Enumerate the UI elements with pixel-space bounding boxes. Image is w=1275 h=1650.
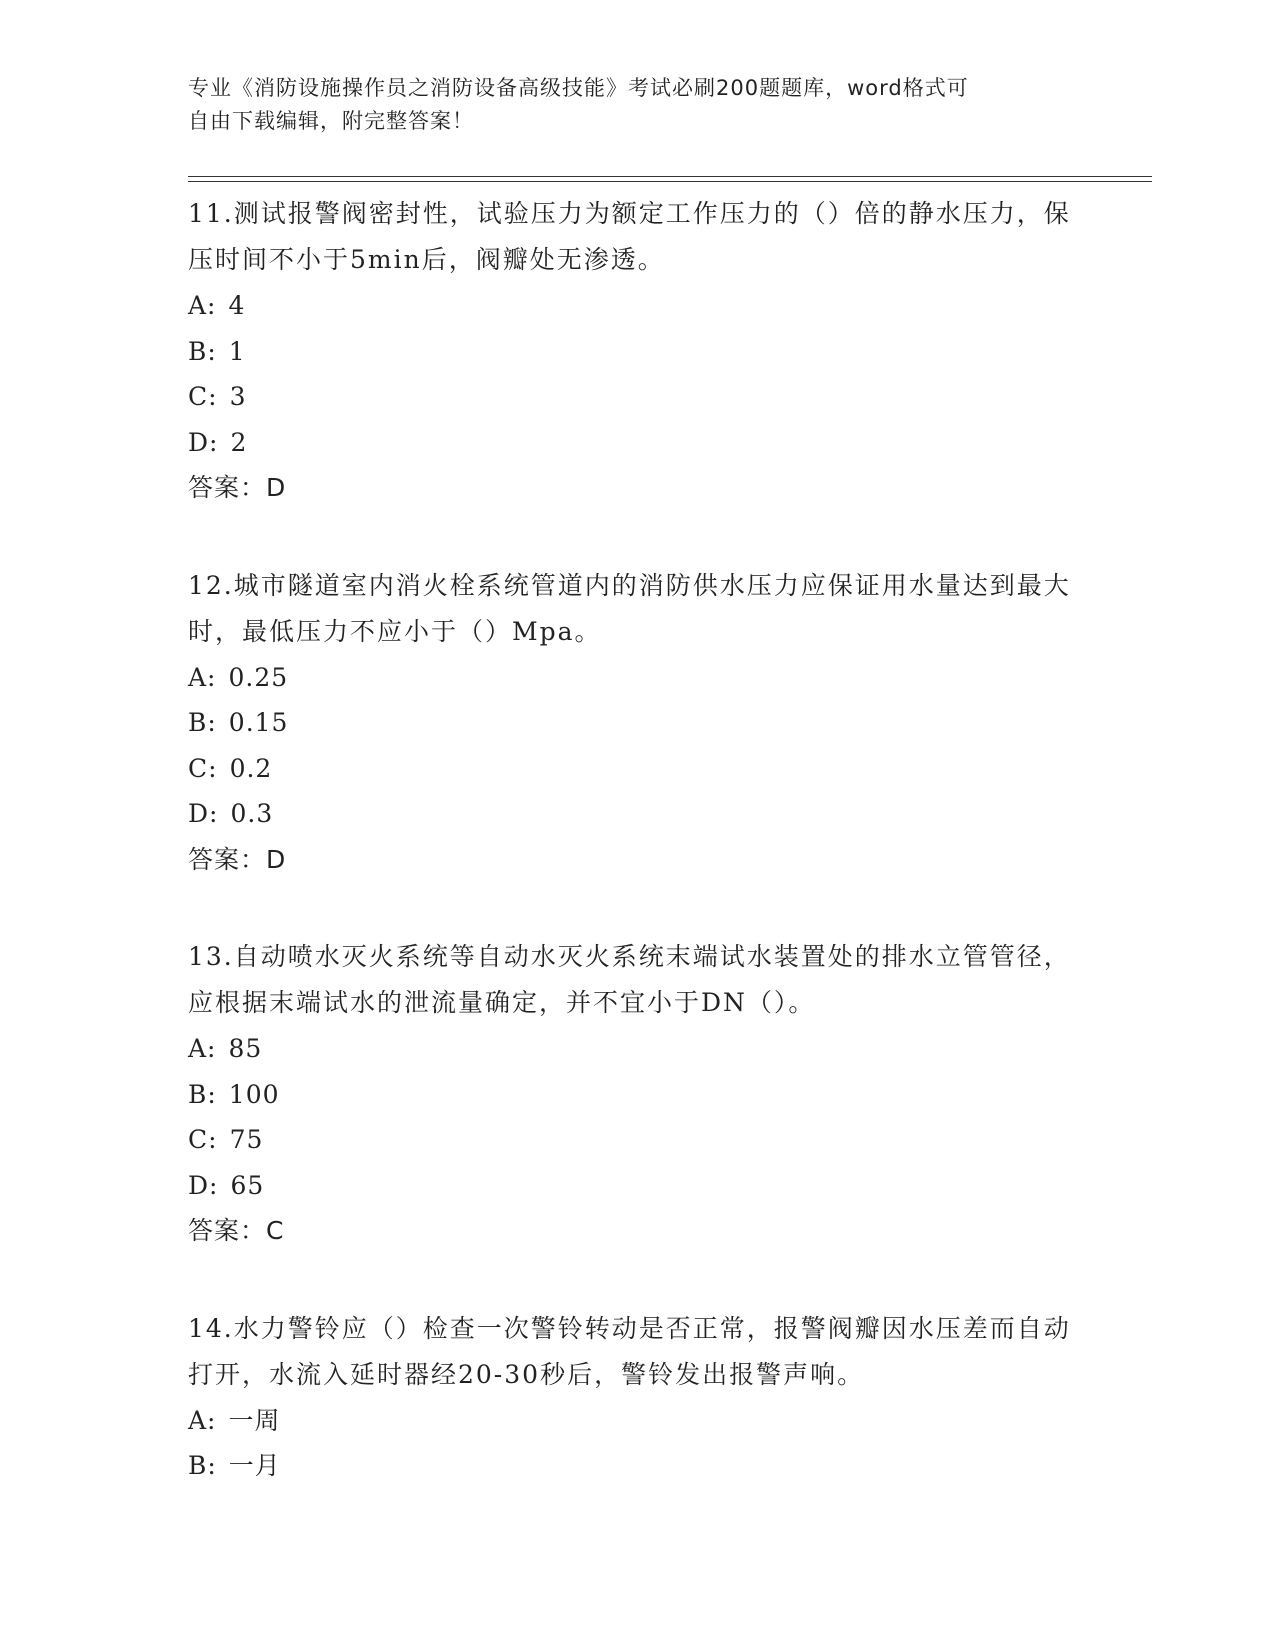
option-label: C:: [188, 1125, 218, 1154]
option-c: [188, 746, 1088, 792]
option-value: 75: [229, 1125, 264, 1154]
answer-text: 答案：D: [188, 844, 287, 874]
option-label: C:: [188, 753, 218, 783]
header-line-1: 专业《消防设施操作员之消防设备高级技能》考试必刷200题题库，word格式可: [188, 76, 969, 100]
option-label: A:: [188, 291, 217, 320]
answer-text: 答案：C: [188, 1216, 285, 1245]
option-b: [188, 329, 1088, 375]
option-value: 3: [229, 382, 247, 411]
option-value: 1: [228, 336, 246, 366]
option-label: B:: [188, 1079, 217, 1109]
question-13: [188, 934, 1088, 1254]
option-label: C:: [188, 382, 218, 411]
option-value: 0.15: [228, 708, 289, 737]
option-c: [188, 1117, 1088, 1163]
option-value: 100: [228, 1079, 280, 1109]
option-a: [188, 1026, 1088, 1072]
question-text: 12.城市隧道室内消火栓系统管道内的消防供水压力应保证用水量达到最大时，最低压力不应小于（）Mpa。: [188, 570, 1071, 646]
document-header: [188, 72, 1088, 138]
option-value: 4: [228, 291, 246, 320]
option-b: [188, 1072, 1088, 1118]
option-label: B:: [188, 1451, 217, 1480]
option-a: [188, 283, 1088, 329]
option-c: [188, 374, 1088, 420]
option-value: 65: [230, 1170, 265, 1200]
option-value: 0.3: [230, 799, 274, 828]
option-value: 85: [228, 1034, 263, 1063]
option-value: 0.25: [228, 662, 289, 692]
option-d: [188, 420, 1088, 466]
option-label: B:: [188, 708, 217, 737]
header-line-2: 自由下载编辑，附完整答案！: [188, 109, 474, 133]
option-d: [188, 791, 1088, 837]
option-a: [188, 1398, 1088, 1444]
option-value: 2: [230, 427, 248, 457]
option-label: A:: [188, 1405, 217, 1435]
option-label: A:: [188, 1034, 217, 1063]
header-divider-bottom: [188, 181, 1152, 182]
question-text: 14.水力警铃应（）检查一次警铃转动是否正常，报警阀瓣因水压差而自动打开，水流入延时器经20-30秒后，警铃发出报警声响。: [188, 1313, 1071, 1389]
question-text: 11.测试报警阀密封性，试验压力为额定工作压力的（）倍的静水压力，保压时间不小于5min后，阀瓣处无渗透。: [188, 199, 1071, 274]
option-b: [188, 700, 1088, 746]
option-value: 一月: [228, 1451, 281, 1480]
option-label: D:: [188, 1170, 219, 1200]
option-d: [188, 1163, 1088, 1209]
option-label: D:: [188, 427, 219, 457]
option-b: [188, 1443, 1088, 1489]
option-a: [188, 655, 1088, 701]
question-12: [188, 563, 1088, 883]
option-value: 一周: [228, 1405, 281, 1435]
question-14: [188, 1306, 1088, 1489]
answer-text: 答案：D: [188, 473, 287, 502]
option-label: D:: [188, 799, 219, 828]
question-list: [188, 191, 1088, 1541]
question-11: [188, 191, 1088, 511]
option-label: B:: [188, 336, 217, 366]
option-value: 0.2: [229, 753, 273, 783]
question-text: 13.自动喷水灭火系统等自动水灭火系统末端试水装置处的排水立管管径，应根据末端试水的泄流量确定，并不宜小于DN（）。: [188, 942, 1071, 1017]
header-divider-top: [188, 176, 1152, 177]
option-label: A:: [188, 662, 217, 692]
